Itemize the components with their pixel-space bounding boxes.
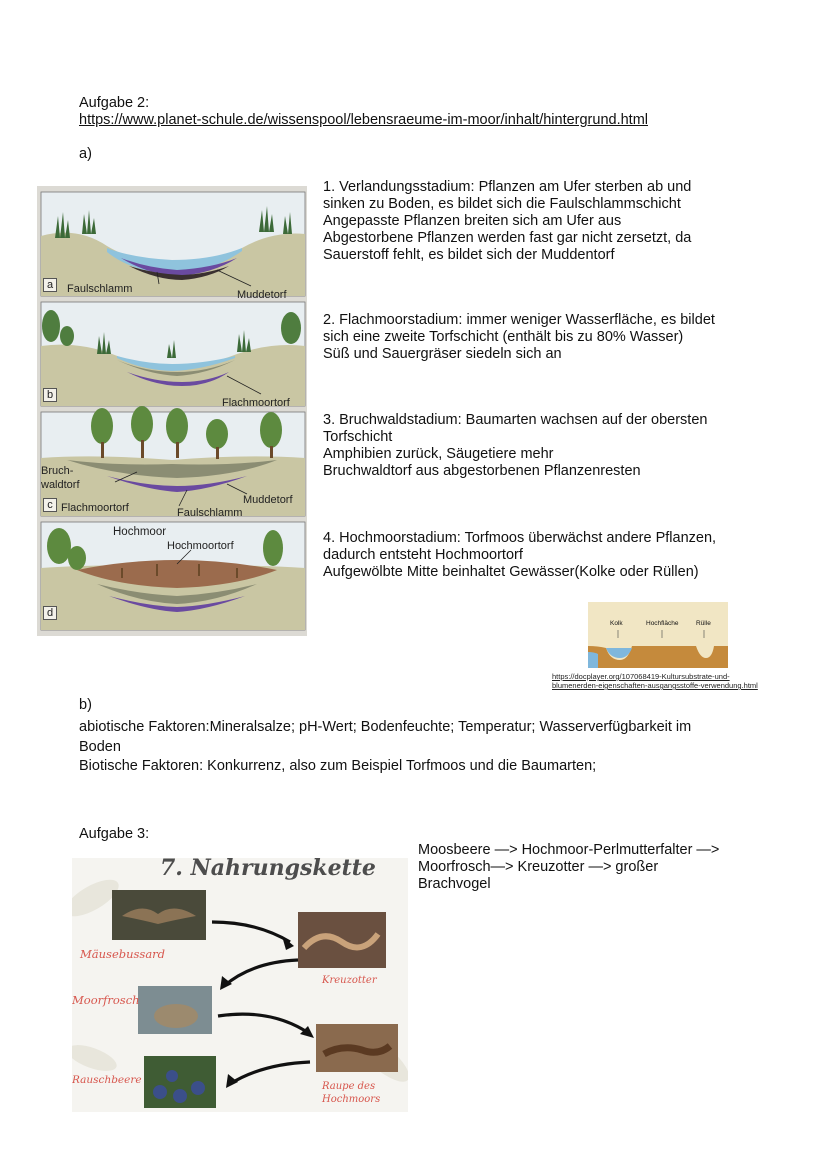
- berry-label: Rauschbeere: [72, 1074, 142, 1086]
- abiotic-factors-text: abiotische Faktoren:Mineralsalze; pH-Wert; Bodenfeuchte; Temperatur; Wasserverfügbarkeit im Boden: [79, 719, 692, 755]
- caterpillar-label: Raupe des Hochmoors: [322, 1081, 381, 1105]
- stage-3-text: 3. Bruchwaldstadium: Baumarten wachsen auf der obersten Torfschicht Amphibien zurück, Säugetiere mehr Bruchwaldtorf aus abgestorbenen Pflanzenresten: [323, 412, 708, 479]
- kolk-drawing: [588, 602, 728, 668]
- ruelle-label: Rülle: [696, 620, 711, 627]
- stage-4-text: 4. Hochmoorstadium: Torfmoos überwächst andere Pflanzen, dadurch entsteht Hochmoortorf Aufgewölbte Mitte beinhaltet Gewässer(Kolke oder Rüllen): [323, 530, 717, 580]
- kolk-label: Kolk: [610, 620, 623, 627]
- hochmoortorf-label: Hochmoortorf: [167, 540, 234, 552]
- stage-1-text: 1. Verlandungsstadium: Pflanzen am Ufer sterben ab und sinken zu Boden, es bildet sich die Faulschlammschicht Angepasste Pflanzen breiten sich am Ufer aus Abgestorbene Pflanzen werden fast gar nicht zersetzt, da Sauerstoff fehlt, es bildet sich der Muddentorf: [323, 179, 692, 263]
- task2-heading: Aufgabe 2:: [79, 95, 150, 111]
- part-b-label: b): [79, 697, 92, 713]
- panel-a-letter: a: [43, 278, 57, 292]
- kolk-source-link[interactable]: https://docplayer.org/107068419-Kultursubstrate-und- blumenerden-eigenschaften-ausgangsstoffe-verwendung.html: [552, 672, 758, 690]
- panel-d-letter: d: [43, 606, 57, 620]
- adder-label: Kreuzotter: [322, 975, 377, 986]
- panel-b-letter: b: [43, 388, 57, 402]
- hochflaeche-label: Hochfläche: [646, 620, 679, 627]
- flachmoortorf-label-c: Flachmoortorf: [61, 502, 129, 514]
- biotic-factors-text: Biotische Faktoren: Konkurrenz, also zum Beispiel Torfmoos und die Baumarten;: [79, 758, 597, 774]
- buzzard-label: Mäusebussard: [80, 947, 166, 961]
- muddetorf-label-a: Muddetorf: [237, 289, 287, 301]
- task3-heading: Aufgabe 3:: [79, 826, 150, 842]
- faulschlamm-label-c: Faulschlamm: [177, 507, 243, 519]
- stage-2-text: 2. Flachmoorstadium: immer weniger Wasserfläche, es bildet sich eine zweite Torfschicht (enthält bis zu 80% Wasser) Süß und Sauergräser siedeln sich an: [323, 312, 715, 362]
- food-chain-title: 7. Nahrungskette: [160, 858, 376, 881]
- bruchwaldtorf-label-1: Bruch-: [41, 465, 74, 477]
- frog-label: Moorfrosch: [72, 993, 140, 1007]
- hochmoor-label: Hochmoor: [113, 526, 167, 538]
- part-a-label: a): [79, 146, 92, 162]
- food-chain-figure: [72, 858, 408, 1112]
- flachmoortorf-label-b: Flachmoortorf: [222, 397, 290, 409]
- moor-stages-figure: [37, 186, 307, 636]
- source-link[interactable]: https://www.planet-schule.de/wissenspool/lebensraeume-im-moor/inhalt/hintergrund.html: [79, 112, 648, 128]
- muddetorf-label-c: Muddetorf: [243, 494, 293, 506]
- chain-arrows: [212, 922, 310, 1084]
- faulschlamm-label-a: Faulschlamm: [67, 283, 133, 295]
- panel-c-letter: c: [43, 498, 57, 512]
- kolk-figure: [588, 602, 728, 668]
- panel-b-drawing: [41, 302, 305, 406]
- food-chain-text: Moosbeere —> Hochmoor-Perlmutterfalter —> Moorfrosch—> Kreuzotter —> großer Brachvogel: [418, 842, 720, 892]
- bruchwaldtorf-label-2: waldtorf: [41, 479, 80, 491]
